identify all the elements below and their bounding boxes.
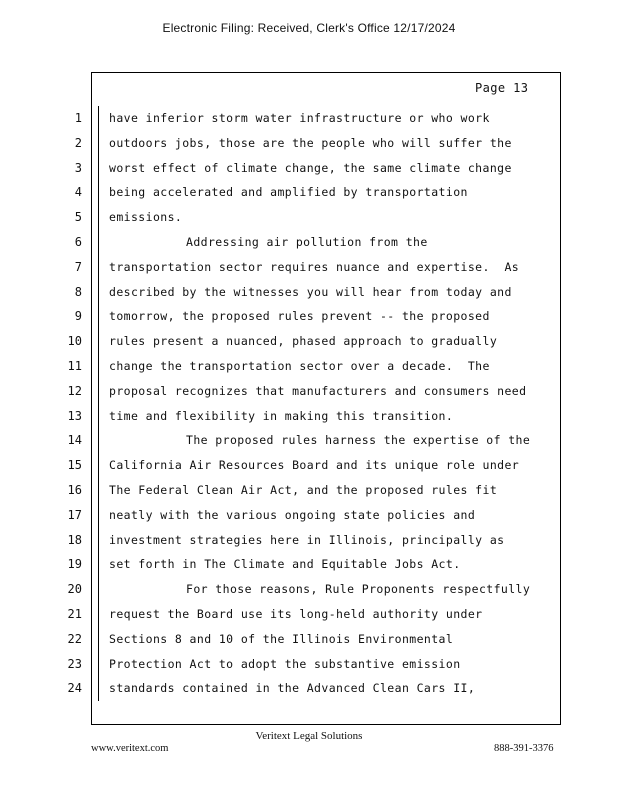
line-number: 5 bbox=[74, 210, 82, 225]
line-number: 2 bbox=[74, 135, 82, 150]
line-number: 21 bbox=[67, 607, 82, 621]
page-number: Page 13 bbox=[475, 81, 529, 95]
line-number: 20 bbox=[67, 582, 82, 597]
line-number: 9 bbox=[74, 309, 82, 324]
line-number: 23 bbox=[67, 656, 82, 671]
line-text: described by the witnesses you will hear from today and bbox=[109, 284, 512, 299]
line-text: tomorrow, the proposed rules prevent -- the proposed bbox=[109, 309, 490, 324]
filing-stamp-header: Electronic Filing: Received, Clerk's Office 12/17/2024 bbox=[162, 21, 456, 35]
line-text: investment strategies here in Illinois, principally as bbox=[109, 532, 505, 547]
line-text: request the Board use its long-held authority under bbox=[109, 607, 483, 621]
line-text: worst effect of climate change, the same climate change bbox=[109, 160, 512, 175]
line-number: 8 bbox=[74, 284, 82, 299]
line-number: 13 bbox=[67, 408, 82, 423]
line-number: 12 bbox=[67, 383, 82, 398]
line-number: 1 bbox=[74, 111, 82, 125]
line-text: transportation sector requires nuance and expertise. As bbox=[109, 259, 520, 274]
line-text: California Air Resources Board and its unique role under bbox=[109, 458, 520, 473]
line-number: 14 bbox=[67, 433, 82, 448]
line-number: 19 bbox=[67, 557, 82, 572]
line-number: 3 bbox=[74, 160, 82, 175]
footer-website: www.veritext.com bbox=[91, 743, 169, 754]
line-text: emissions. bbox=[109, 210, 183, 225]
line-number: 22 bbox=[67, 631, 82, 646]
line-text: time and flexibility in making this transition. bbox=[109, 408, 454, 423]
footer-brand: Veritext Legal Solutions bbox=[255, 730, 363, 742]
line-number: 4 bbox=[74, 185, 82, 200]
line-text: outdoors jobs, those are the people who will suffer the bbox=[109, 135, 512, 150]
line-number: 18 bbox=[67, 532, 82, 547]
line-text: For those reasons, Rule Proponents respectfully bbox=[186, 582, 531, 597]
line-text: Addressing air pollution from the bbox=[186, 235, 428, 249]
line-text: The proposed rules harness the expertise of the bbox=[186, 433, 531, 448]
line-text: standards contained in the Advanced Clean Cars II, bbox=[109, 681, 476, 696]
line-text: rules present a nuanced, phased approach to gradually bbox=[109, 334, 498, 349]
line-number: 6 bbox=[74, 235, 82, 249]
line-text: The Federal Clean Air Act, and the proposed rules fit bbox=[109, 483, 498, 497]
line-number: 7 bbox=[74, 259, 82, 274]
line-number: 10 bbox=[67, 334, 82, 349]
line-text: change the transportation sector over a decade. The bbox=[109, 359, 490, 373]
line-text: Protection Act to adopt the substantive emission bbox=[109, 656, 461, 671]
line-text: neatly with the various ongoing state policies and bbox=[109, 507, 476, 522]
line-text: set forth in The Climate and Equitable Jobs Act. bbox=[109, 557, 461, 572]
line-number-divider bbox=[98, 106, 99, 701]
line-text: being accelerated and amplified by transportation bbox=[109, 185, 468, 200]
line-text: have inferior storm water infrastructure or who work bbox=[109, 111, 490, 125]
line-text: proposal recognizes that manufacturers and consumers need bbox=[109, 383, 527, 398]
line-number: 17 bbox=[67, 507, 82, 522]
line-text: Sections 8 and 10 of the Illinois Environmental bbox=[109, 631, 454, 646]
line-number: 24 bbox=[67, 681, 82, 696]
footer-phone: 888-391-3376 bbox=[494, 743, 554, 754]
line-number: 16 bbox=[67, 483, 82, 497]
line-number: 15 bbox=[67, 458, 82, 473]
line-number: 11 bbox=[67, 359, 82, 373]
